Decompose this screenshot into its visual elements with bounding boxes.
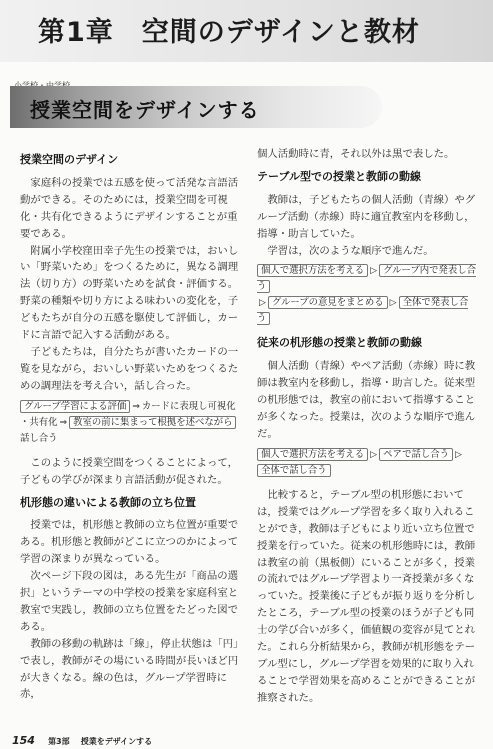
right-heading-1: テーブル型での授業と教師の動線 bbox=[257, 169, 422, 183]
flow-step-individual-2: 個人で選択方法を考える bbox=[257, 448, 368, 461]
chapter-title: 第1章 空間のデザインと教材 bbox=[38, 17, 420, 48]
left-paragraph-5: 授業では，机形態と教師の立ち位置が重要である。机形態と教師がどこに立つのかによって学習の深まりが異なっている。 bbox=[20, 519, 239, 566]
flow-step-gather: 教室の前に集まって根拠を述べながら bbox=[69, 416, 236, 429]
right-paragraph-4: 個人活動（青線）やペア活動（赤線）時に教師は教室内を移動し，指導・助言した。従来型の机形態では，教室の前において指導することが多くなった。授業は，次のような順序で進んだ。 bbox=[257, 360, 476, 440]
right-paragraph-2: 教師は，子どもたちの個人活動（青線）やグループ活動（赤線）時に適宜教室内を移動し，指導・助言していた。 bbox=[257, 193, 476, 240]
arrow-right-icon: ▷ bbox=[370, 449, 378, 460]
section-title: 授業空間をデザインする bbox=[30, 98, 260, 122]
left-paragraph-7: 教師の移動の軌跡は「線」，停止状態は「円」で表し，教師がその場にいる時間が長いほど円が大きくなる。線の色は，グループ学習時に赤， bbox=[20, 637, 239, 701]
right-paragraph-5: 比較すると，テーブル型の机形態においては，授業ではグループ学習を多く取り入れることができ，教師は子どもにより近い立ち位置で授業を行っていた。従来の机形態時には，教師は教室の前（黒板側）にいることが多く，授業の流れではグループ学習より一斉授業が多くなっていた。授業後に子どもが振り返りを分析したところ，テーブル型の授業のほうが子ども同士の学び合いが多く，価値観の変容が見てとれた。これら分析結果から，教師が机形態をテーブル型にし，グループ学習を効果的に取り入れることで学習効果を高めることができることが推察された。 bbox=[257, 488, 476, 704]
arrow-right-icon: ▷ bbox=[454, 449, 462, 460]
arrow-right-icon: ▷ bbox=[259, 298, 266, 309]
arrow-right-icon: ⇒ bbox=[132, 401, 140, 412]
arrow-right-icon: ▷ bbox=[389, 298, 397, 309]
left-paragraph-1: 家庭科の授業では五感を使って活発な言語活動ができる。そのためには，授業空間を可視化・共有化できるようにデザインすることが重要である。 bbox=[20, 176, 239, 240]
right-paragraph-1: 個人活動時に青，それ以外は黒で表した。 bbox=[257, 148, 455, 160]
chapter-header bbox=[0, 0, 493, 62]
flow-step-all-discuss: 全体で話し合う bbox=[257, 464, 331, 477]
arrow-right-icon: ⇒ bbox=[59, 417, 68, 428]
left-heading-2: 机形態の違いによる教師の立ち位置 bbox=[20, 495, 196, 509]
flow-step-card: カードに表現し可視化 bbox=[141, 400, 236, 412]
flow-step-group-evaluation: グループ学習による評価 bbox=[20, 400, 130, 413]
page-footer bbox=[12, 729, 152, 748]
arrow-right-icon: ▷ bbox=[370, 266, 378, 277]
right-flow-1 bbox=[257, 263, 479, 327]
flow-step-share: ・共有化 bbox=[20, 416, 58, 428]
right-column bbox=[257, 146, 479, 707]
flow-step-all-present: 全体で発表し合う bbox=[257, 297, 469, 325]
page-number: 154 bbox=[12, 734, 35, 747]
part-label: 第3部 bbox=[48, 737, 70, 746]
flow-step-pair: ペアで話し合う bbox=[379, 448, 453, 461]
right-heading-2: 従来の机形態の授業と教師の動線 bbox=[257, 336, 422, 350]
part-title: 授業をデザインする bbox=[80, 737, 153, 746]
left-paragraph-6: 次ページ下段の図は，ある先生が「商品の選択」というテーマの中学校の授業を家庭科室と教室で実践し，教師の立ち位置をたどった図である。 bbox=[20, 570, 239, 633]
flow-step-discuss: 話し合う bbox=[20, 432, 58, 444]
left-column bbox=[20, 146, 242, 703]
left-paragraph-4: このように授業空間をつくることによって，子どもの学びが深まり言語活動が促された。 bbox=[20, 456, 238, 486]
flow-step-group-summary: グループの意見をまとめる bbox=[268, 296, 388, 309]
left-flow bbox=[20, 399, 242, 447]
right-flow-2 bbox=[257, 447, 479, 479]
left-heading-1: 授業空間のデザイン bbox=[20, 153, 119, 166]
flow-step-group-present: グループ内で発表し合う bbox=[257, 265, 477, 293]
left-paragraph-2: 附属小学校窪田幸子先生の授業では，おいしい「野菜いため」をつくるために，異なる調理法（切り方）の野菜いためを試食・評価する。野菜の種類や切り方による味わいの変化を，子どもたちが自分の五感を駆使して評価し，カードに言語で記入する活動がある。 bbox=[20, 244, 239, 342]
left-paragraph-3: 子どもたちは，自分たちが書いたカードの一覧を見ながら，おいしい野菜いためをつくるための調理法を考え合い，話し合った。 bbox=[20, 345, 239, 392]
right-paragraph-3: 学習は，次のような順序で進んだ。 bbox=[267, 244, 434, 257]
flow-step-individual: 個人で選択方法を考える bbox=[257, 264, 368, 277]
